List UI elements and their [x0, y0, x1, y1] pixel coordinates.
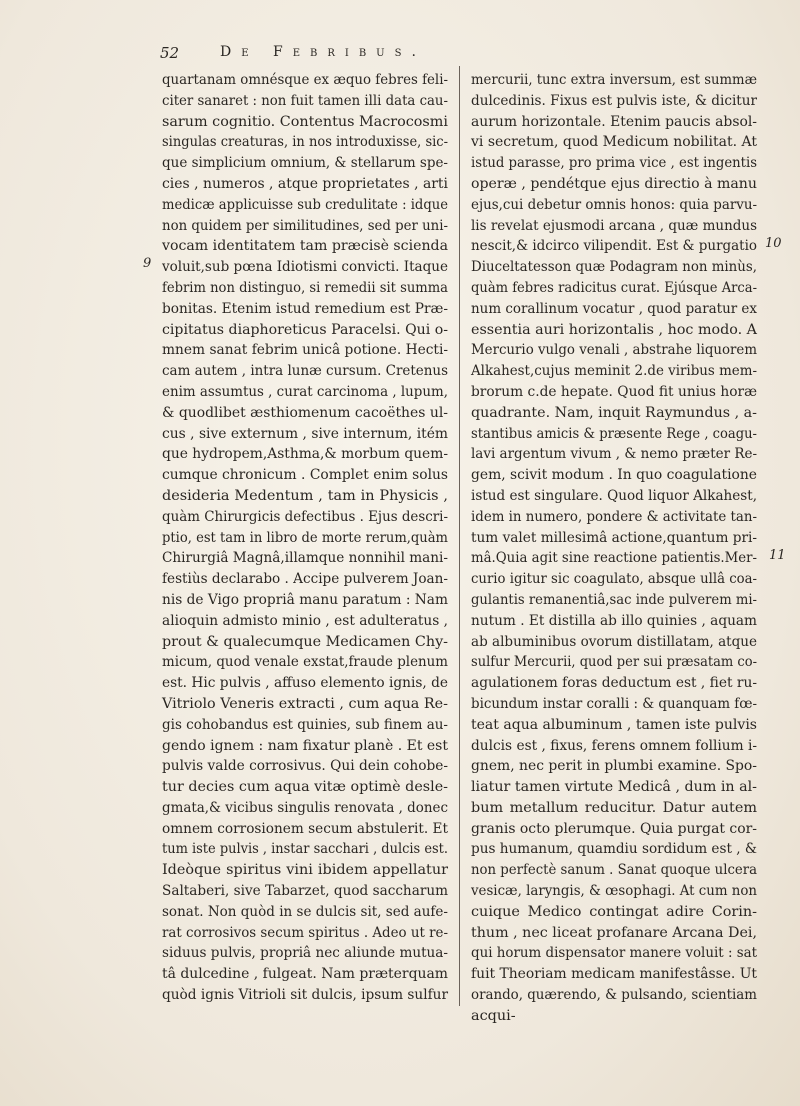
- text-line: febrim non distinguo, si remedii sit summa: [162, 279, 448, 296]
- text-line: quàm febres radicitus curat. Ejúsque Arca-: [471, 279, 757, 296]
- text-line: istud parasse, pro prima vice , est ingentis: [471, 155, 757, 172]
- text-line: Alkahest,cujus meminit 2.de viribus mem-: [471, 363, 757, 380]
- text-line: alioquin admisto minio , est adulteratus ,: [162, 612, 448, 629]
- text-line: tur decies cum aqua vitæ optimè desle-: [162, 779, 448, 796]
- text-line: que simplicium omnium, & stellarum spe-: [162, 155, 448, 172]
- text-line: micum, quod venale exstat,fraude plenum: [162, 654, 448, 671]
- text-line: citer sanaret : non fuit tamen illi data cau-: [162, 92, 448, 109]
- text-line: agulationem foras deductum est , fiet ru-: [471, 675, 757, 692]
- text-line: mercurii, tunc extra inversum, est summæ: [471, 72, 757, 88]
- text-line: nutum . Et distilla ab illo quinies , aquam: [471, 612, 757, 629]
- text-line: istud est singulare. Quod liquor Alkahest,: [471, 487, 757, 504]
- text-line: voluit,sub pœna Idiotismi convicti. Itaque: [162, 259, 448, 276]
- text-line: vocam identitatem tam præcisè scienda: [162, 238, 448, 255]
- text-line: cipitatus diaphoreticus Paracelsi. Qui o-: [162, 321, 448, 338]
- text-line: rat corrosivos secum spiritus . Adeo ut re-: [162, 924, 448, 941]
- text-line: omnem corrosionem secum abstulerit. Et: [162, 820, 448, 837]
- text-line: que hydropem,Asthma,& morbum quem-: [162, 446, 448, 463]
- text-line: pus humanum, quamdiu sordidum est , &: [471, 841, 757, 858]
- margin-line-number: 11: [769, 548, 786, 563]
- text-line: festiùs declarabo . Accipe pulverem Joan-: [162, 571, 448, 588]
- text-line: mnem sanat febrim unicâ potione. Hecti-: [162, 342, 448, 359]
- text-line: granis octo plerumque. Quia purgat cor-: [471, 820, 757, 837]
- text-line: orando, quærendo, & pulsando, scientiam: [471, 987, 757, 1004]
- text-line: stantibus amicis & præsente Rege , coagu-: [471, 425, 757, 442]
- text-line: gendo ignem : nam fixatur planè . Et est: [162, 737, 448, 754]
- text-line: dulcedinis. Fixus est pulvis iste, & dicitur: [471, 92, 757, 109]
- text-line: ptio, est tam in libro de morte rerum,quàm: [162, 529, 448, 546]
- page-number: 52: [160, 44, 180, 62]
- text-line: Chirurgiâ Magnâ,illamque nonnihil mani-: [162, 550, 448, 567]
- text-line: sarum cognitio. Contentus Macrocosmi: [162, 113, 448, 130]
- text-line: siduus pulvis, propriâ nec aliunde mutua-: [162, 945, 448, 962]
- text-line: pulvis valde corrosivus. Qui dein cohobe-: [162, 758, 448, 775]
- text-line: enim assumtus , curat carcinoma , lupum,: [162, 383, 448, 400]
- text-line: gem, scivit modum . In quo coagulatione: [471, 467, 757, 484]
- text-line: quadrante. Nam, inquit Raymundus , a-: [471, 404, 757, 421]
- text-line: bicundum instar coralli : & quanquam fœ-: [471, 695, 757, 712]
- text-line: ab albuminibus ovorum distillatam, atque: [471, 633, 757, 650]
- text-line: gmata,& vicibus singulis renovata , donec: [162, 799, 448, 816]
- left-column: [162, 70, 448, 1006]
- text-line: teat aqua albuminum , tamen iste pulvis: [471, 716, 757, 733]
- text-line: curio igitur sic coagulato, absque ullâ coa-: [471, 571, 757, 588]
- text-line: tâ dulcedine , fulgeat. Nam præterquam: [162, 966, 448, 983]
- right-column: [471, 70, 757, 1027]
- text-line: mâ.Quia agit sine reactione patientis.Mer-: [471, 550, 757, 567]
- text-line: cumque chronicum . Complet enim solus: [162, 467, 448, 484]
- text-line: tum iste pulvis , instar sacchari , dulcis est.: [162, 841, 448, 858]
- text-line: liatur tamen virtute Medicâ , dum in al-: [471, 779, 757, 796]
- text-line: lis revelat ejusmodi arcana , quæ mundus: [471, 217, 757, 234]
- text-line: gnem, nec perit in plumbi examine. Spo-: [471, 758, 757, 775]
- running-head: De Febribus.: [220, 44, 426, 60]
- text-line: idem in numero, pondere & activitate tan-: [471, 508, 757, 525]
- text-line: medicæ applicuisse sub credulitate : idque: [162, 196, 448, 213]
- text-line: sonat. Non quòd in se dulcis sit, sed aufe-: [162, 903, 448, 920]
- text-line: nescit,& idcirco vilipendit. Est & purgatio: [471, 238, 757, 255]
- margin-line-number: 9: [143, 256, 152, 271]
- text-line: cam autem , intra lunæ cursum. Cretenus: [162, 363, 448, 380]
- text-line: cuique Medico contingat adire Corin-: [471, 903, 757, 920]
- text-line: quartanam omnésque ex æquo febres feli-: [162, 72, 448, 88]
- text-line: num corallinum vocatur , quod paratur ex: [471, 300, 757, 317]
- text-line: Mercurio vulgo venali , abstrahe liquorem: [471, 342, 757, 359]
- text-line: Saltaberi, sive Tabarzet, quod saccharum: [162, 883, 448, 900]
- text-line: prout & qualecumque Medicamen Chy-: [162, 633, 448, 650]
- text-line: Ideòque spiritus vini ibidem appellatur: [162, 862, 448, 879]
- text-line: acqui-: [471, 1007, 516, 1024]
- page-header: [160, 44, 760, 68]
- text-line: bum metallum reducitur. Datur autem: [471, 799, 757, 816]
- text-line: qui horum dispensator manere voluit : sat: [471, 945, 757, 962]
- text-line: quàm Chirurgicis defectibus . Ejus descri-: [162, 508, 448, 525]
- text-line: dulcis est , fixus, ferens omnem follium i-: [471, 737, 757, 754]
- text-line: cies , numeros , atque proprietates , arti: [162, 175, 448, 192]
- margin-line-number: 10: [765, 236, 782, 251]
- text-line: & quodlibet æsthiomenum cacoëthes ul-: [162, 404, 448, 421]
- text-line: gulantis remanentiâ,sac inde pulverem mi-: [471, 591, 757, 608]
- column-divider: [459, 66, 460, 1006]
- text-line: bonitas. Etenim istud remedium est Præ-: [162, 300, 448, 317]
- text-line: non quidem per similitudines, sed per uni-: [162, 217, 448, 234]
- text-line: est. Hic pulvis , affuso elemento ignis, de: [162, 675, 448, 692]
- text-line: non perfectè sanum . Sanat quoque ulcera: [471, 862, 757, 879]
- text-line: aurum horizontale. Etenim paucis absol-: [471, 113, 757, 130]
- text-line: lavi argentum vivum , & nemo præter Re-: [471, 446, 757, 463]
- text-line: Diuceltatesson quæ Podagram non minùs,: [471, 259, 757, 276]
- text-line: tum valet millesimâ actione,quantum pri-: [471, 529, 757, 546]
- text-line: operæ , pendétque ejus directio à manu: [471, 175, 757, 192]
- text-line: cus , sive externum , sive internum, itém: [162, 425, 448, 442]
- text-line: Vitriolo Veneris extracti , cum aqua Re-: [162, 695, 448, 712]
- text-line: ejus,cui debetur omnis honos: quia parvu-: [471, 196, 757, 213]
- text-line: essentia auri horizontalis , hoc modo. A: [471, 321, 757, 338]
- text-line: fuit Theoriam medicam manifestâsse. Ut: [471, 966, 757, 983]
- text-line: gis cohobandus est quinies, sub finem au-: [162, 716, 448, 733]
- text-line: sulfur Mercurii, quod per sui præsatam co-: [471, 654, 757, 671]
- text-line: singulas creaturas, in nos introduxisse, sic-: [162, 134, 448, 151]
- text-line: desideria Medentum , tam in Physicis ,: [162, 487, 448, 504]
- text-line: brorum c.de hepate. Quod fit unius horæ: [471, 383, 757, 400]
- text-line: thum , nec liceat profanare Arcana Dei,: [471, 924, 757, 941]
- text-line: vesicæ, laryngis, & œsophagi. At cum non: [471, 883, 757, 900]
- text-line: vi secretum, quod Medicum nobilitat. At: [471, 134, 757, 151]
- text-line: nis de Vigo propriâ manu paratum : Nam: [162, 591, 448, 608]
- text-line: quòd ignis Vitrioli sit dulcis, ipsum sulfur: [162, 987, 448, 1004]
